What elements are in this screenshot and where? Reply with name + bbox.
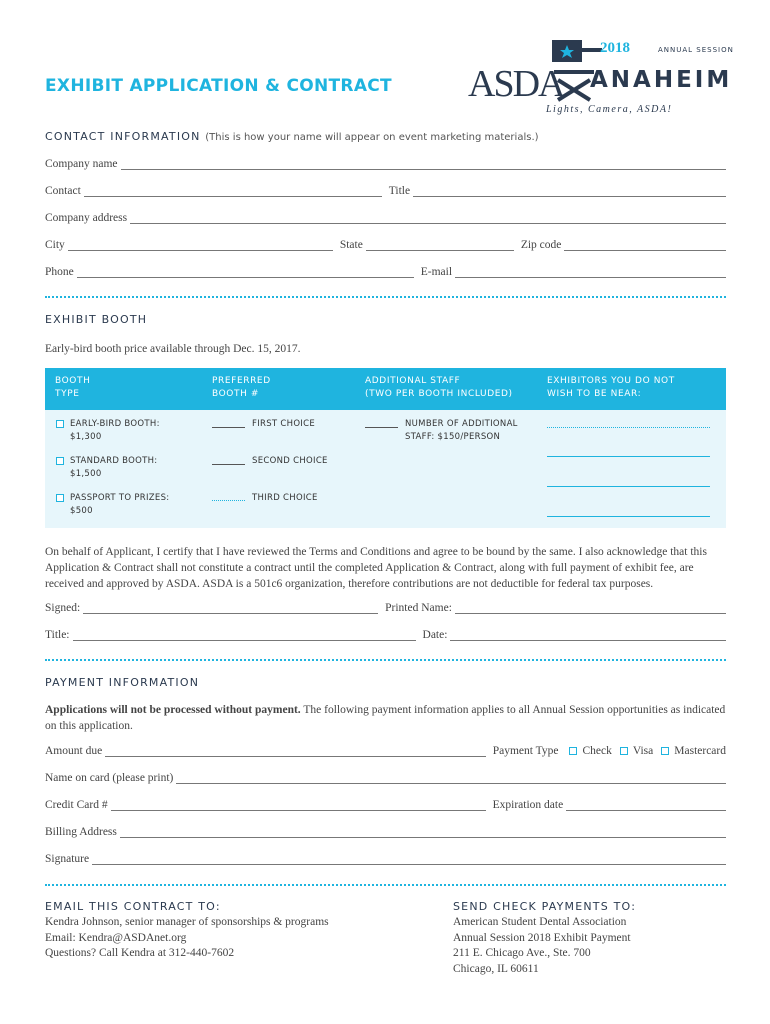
column-header-line: BOOTH # xyxy=(212,389,260,399)
printed-name-label: Printed Name: xyxy=(385,602,452,614)
check-payments-heading: SEND CHECK PAYMENTS TO: xyxy=(453,900,637,913)
date-label: Date: xyxy=(422,629,448,641)
phone-row xyxy=(45,266,726,278)
email-contract-line: Email: Kendra@ASDAnet.org xyxy=(45,931,187,944)
credit-card-field[interactable] xyxy=(111,800,486,811)
exclude-exhibitor-field-2[interactable] xyxy=(547,456,710,457)
signer-title-field[interactable] xyxy=(73,630,416,641)
booth-type-price: $500 xyxy=(70,506,93,516)
email-label: E-mail xyxy=(420,266,453,278)
signature-field[interactable] xyxy=(92,854,726,865)
second-choice-label: SECOND CHOICE xyxy=(252,456,328,466)
check-address-line: Annual Session 2018 Exhibit Payment xyxy=(453,931,631,944)
check-payments-address xyxy=(453,915,631,977)
divider xyxy=(45,659,726,661)
divider xyxy=(45,884,726,886)
amount-due-field[interactable] xyxy=(105,746,486,757)
expiration-label: Expiration date xyxy=(492,799,564,811)
booth-table-header xyxy=(45,368,726,410)
passport-checkbox[interactable] xyxy=(56,494,64,502)
booth-heading: EXHIBIT BOOTH xyxy=(45,313,148,326)
email-contract-info xyxy=(45,915,329,962)
payment-heading: PAYMENT INFORMATION xyxy=(45,676,200,689)
divider xyxy=(45,296,726,298)
company-name-field[interactable] xyxy=(121,159,727,170)
phone-label: Phone xyxy=(45,266,74,278)
additional-staff-field[interactable] xyxy=(365,427,398,428)
amount-due-label: Amount due xyxy=(45,745,103,757)
visa-checkbox[interactable] xyxy=(620,747,628,755)
billing-address-field[interactable] xyxy=(120,827,726,838)
expiration-field[interactable] xyxy=(566,800,726,811)
contact-heading-note: (This is how your name will appear on event marketing materials.) xyxy=(205,132,539,143)
column-header-line: PREFERRED xyxy=(212,376,271,386)
email-field[interactable] xyxy=(455,267,726,278)
date-field[interactable] xyxy=(450,630,726,641)
page-title: EXHIBIT APPLICATION & CONTRACT xyxy=(45,76,392,96)
exclude-exhibitor-field-1[interactable] xyxy=(547,427,710,428)
credit-card-row xyxy=(45,799,726,811)
exclude-exhibitor-field-3[interactable] xyxy=(547,486,710,487)
third-choice-label: THIRD CHOICE xyxy=(252,493,318,503)
logo-session: ANNUAL SESSION xyxy=(658,46,734,54)
phone-field[interactable] xyxy=(77,267,414,278)
column-header-line: BOOTH xyxy=(55,376,91,386)
check-address-line: 211 E. Chicago Ave., Ste. 700 xyxy=(453,947,591,959)
payment-option-label: Mastercard xyxy=(674,745,726,757)
company-address-row xyxy=(45,212,726,224)
booth-type-name: EARLY-BIRD BOOTH: xyxy=(70,419,160,429)
early-bird-checkbox[interactable] xyxy=(56,420,64,428)
city-row xyxy=(45,239,726,251)
column-header-additional-staff xyxy=(365,375,513,401)
payment-type-label: Payment Type xyxy=(492,745,559,757)
contact-heading xyxy=(45,130,539,143)
booth-type-name: PASSPORT TO PRIZES: xyxy=(70,493,170,503)
contact-label: Contact xyxy=(45,185,81,197)
state-field[interactable] xyxy=(366,240,514,251)
early-bird-option xyxy=(70,418,160,444)
contact-heading-label: CONTACT INFORMATION xyxy=(45,130,201,143)
second-choice-field[interactable] xyxy=(212,464,245,465)
email-contract-line: Kendra Johnson, senior manager of sponsorships & programs xyxy=(45,916,329,928)
signed-label: Signed: xyxy=(45,602,81,614)
column-header-exhibitors xyxy=(547,375,675,401)
column-header-line: WISH TO BE NEAR: xyxy=(547,389,642,399)
column-header-booth-type xyxy=(55,375,90,401)
additional-staff-label xyxy=(405,418,518,444)
column-header-preferred-booth xyxy=(212,375,271,401)
logo-tagline: Lights, Camera, ASDA! xyxy=(546,104,673,115)
first-choice-label: FIRST CHOICE xyxy=(252,419,316,429)
booth-type-price: $1,300 xyxy=(70,432,102,442)
mastercard-checkbox[interactable] xyxy=(661,747,669,755)
payment-option-mastercard[interactable] xyxy=(661,745,726,757)
check-address-line: Chicago, IL 60611 xyxy=(453,962,539,975)
logo-year: 2018 xyxy=(600,40,630,56)
printed-name-field[interactable] xyxy=(455,603,726,614)
check-address-line: American Student Dental Association xyxy=(453,916,627,928)
logo-asda-text: ASDA xyxy=(468,63,564,105)
contact-row xyxy=(45,185,726,197)
staff-label-line: STAFF: $150/PERSON xyxy=(405,432,501,442)
state-label: State xyxy=(339,239,363,251)
payment-notice-bold: Applications will not be processed without payment. xyxy=(45,704,301,716)
check-checkbox[interactable] xyxy=(569,747,577,755)
third-choice-field[interactable] xyxy=(212,500,245,501)
column-header-line: TYPE xyxy=(55,389,80,399)
certification-text: On behalf of Applicant, I certify that I have reviewed the Terms and Conditions and agree to be bound by the same. I also acknowledge that this Application & Contract shall not constitute a contract until the completed Application & Contract, along with full payment of exhibit fee, are received and approved by ASDA. ASDA is a 501c6 organization, therefore contributions are not deductible for federal tax purposes. xyxy=(45,546,707,590)
signer-title-label: Title: xyxy=(45,629,70,641)
company-address-field[interactable] xyxy=(130,213,726,224)
contact-field[interactable] xyxy=(84,186,382,197)
company-name-label: Company name xyxy=(45,158,118,170)
name-on-card-field[interactable] xyxy=(176,773,726,784)
column-header-line: ADDITIONAL STAFF xyxy=(365,376,461,386)
first-choice-field[interactable] xyxy=(212,427,245,428)
column-header-line: (TWO PER BOOTH INCLUDED) xyxy=(365,389,513,399)
name-on-card-label: Name on card (please print) xyxy=(45,772,174,784)
passport-option xyxy=(70,492,169,518)
payment-option-visa[interactable] xyxy=(620,745,653,757)
logo-city: ANAHEIM xyxy=(590,67,733,93)
payment-notice-text: The following payment information applies to all Annual Session opportunities as indicated on this application. xyxy=(45,704,726,732)
signature-row xyxy=(45,853,726,865)
zip-label: Zip code xyxy=(520,239,562,251)
standard-checkbox[interactable] xyxy=(56,457,64,465)
signature-label: Signature xyxy=(45,853,90,865)
billing-address-label: Billing Address xyxy=(45,826,117,838)
title-label: Title xyxy=(388,185,411,197)
standard-option xyxy=(70,455,157,481)
booth-type-name: STANDARD BOOTH: xyxy=(70,456,158,466)
email-contract-line: Questions? Call Kendra at 312-440-7602 xyxy=(45,947,235,959)
company-name-row xyxy=(45,158,726,170)
booth-table-body xyxy=(45,410,726,528)
payment-notice xyxy=(45,702,726,734)
city-label: City xyxy=(45,239,65,251)
amount-due-row xyxy=(45,745,726,757)
column-header-line: EXHIBITORS YOU DO NOT xyxy=(547,376,675,386)
staff-label-line: NUMBER OF ADDITIONAL xyxy=(405,419,518,429)
payment-option-check[interactable] xyxy=(569,745,611,757)
company-address-label: Company address xyxy=(45,212,128,224)
zip-field[interactable] xyxy=(564,240,726,251)
early-bird-note: Early-bird booth price available through Dec. 15, 2017. xyxy=(45,343,301,355)
credit-card-label: Credit Card # xyxy=(45,799,108,811)
title-field[interactable] xyxy=(413,186,726,197)
signed-field[interactable] xyxy=(83,603,378,614)
payment-option-label: Check xyxy=(582,745,612,757)
booth-type-price: $1,500 xyxy=(70,469,102,479)
payment-option-label: Visa xyxy=(632,745,654,757)
exclude-exhibitor-field-4[interactable] xyxy=(547,516,710,517)
signer-title-row xyxy=(45,629,726,641)
signed-row xyxy=(45,602,726,614)
city-field[interactable] xyxy=(68,240,333,251)
email-contract-heading: EMAIL THIS CONTRACT TO: xyxy=(45,900,221,913)
billing-address-row xyxy=(45,826,726,838)
name-on-card-row xyxy=(45,772,726,784)
